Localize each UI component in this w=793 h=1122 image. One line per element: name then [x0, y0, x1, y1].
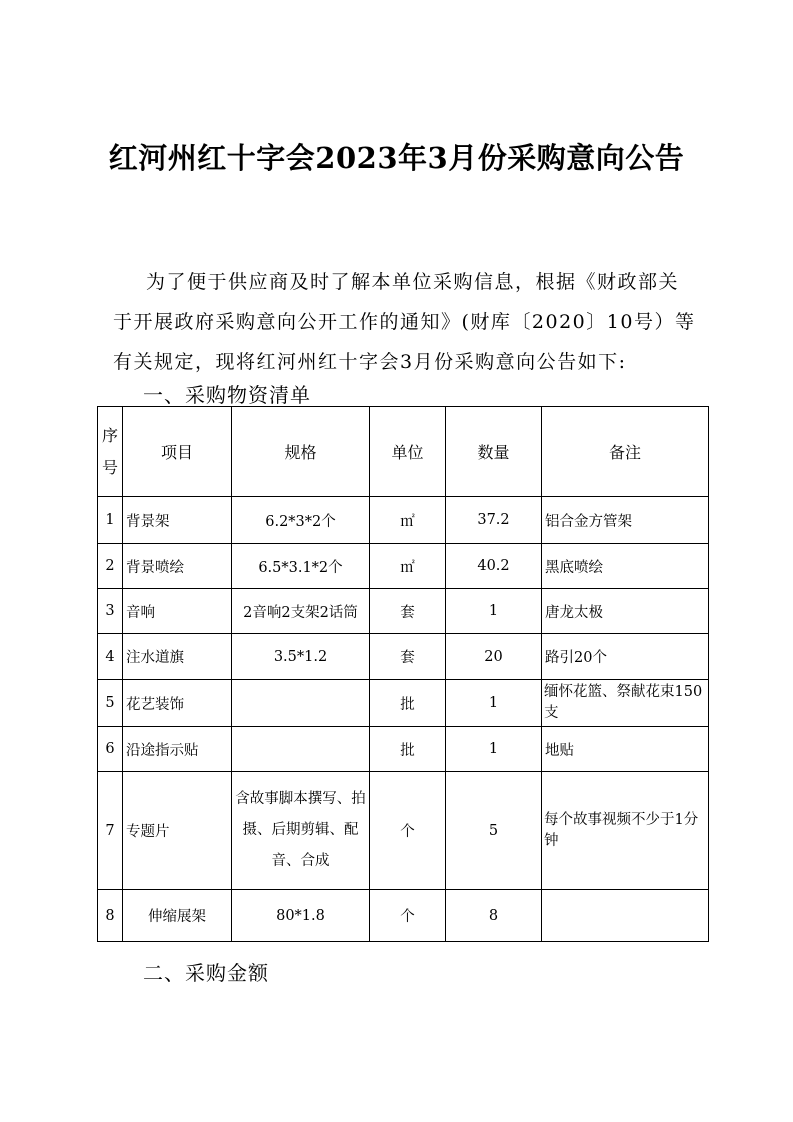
cell-unit: ㎡	[370, 497, 446, 544]
header-seq: 序 号	[98, 407, 123, 497]
cell-unit: 批	[370, 727, 446, 772]
section-heading-amount: 二、采购金额	[143, 961, 269, 985]
cell-note: 路引20个	[542, 634, 709, 680]
intro-text: 为了便于供应商及时了解本单位采购信息，根据《财政部关于开展政府采购意向公开工作的通知》(财库〔2020〕10号）等有关规定，现将红河州红十字会3月份采购意向公告如下:	[113, 271, 696, 373]
procurement-table	[97, 406, 709, 942]
cell-qty: 8	[446, 890, 542, 942]
cell-note: 缅怀花篮、祭献花束150支	[542, 680, 709, 727]
cell-note: 铝合金方管架	[542, 497, 709, 544]
cell-item: 背景架	[123, 497, 232, 544]
cell-spec: 80*1.8	[232, 890, 370, 942]
cell-spec: 6.2*3*2个	[232, 497, 370, 544]
header-unit: 单位	[370, 407, 446, 497]
cell-item: 沿途指示贴	[123, 727, 232, 772]
cell-note: 地贴	[542, 727, 709, 772]
cell-no: 6	[98, 727, 123, 772]
cell-item: 背景喷绘	[123, 544, 232, 589]
cell-qty: 1	[446, 589, 542, 634]
table-row	[98, 680, 709, 727]
cell-item: 专题片	[123, 772, 232, 890]
table-row	[98, 634, 709, 680]
cell-no: 2	[98, 544, 123, 589]
section-heading-materials: 一、采购物资清单	[143, 383, 311, 407]
intro-paragraph	[113, 262, 698, 382]
table-row	[98, 589, 709, 634]
table-row	[98, 727, 709, 772]
cell-item: 音响	[123, 589, 232, 634]
cell-qty: 1	[446, 727, 542, 772]
cell-no: 5	[98, 680, 123, 727]
cell-spec	[232, 727, 370, 772]
cell-unit: 个	[370, 890, 446, 942]
cell-spec: 3.5*1.2	[232, 634, 370, 680]
cell-no: 4	[98, 634, 123, 680]
cell-qty: 1	[446, 680, 542, 727]
cell-qty: 40.2	[446, 544, 542, 589]
table-row	[98, 772, 709, 890]
table-header-row	[98, 407, 709, 497]
cell-unit: ㎡	[370, 544, 446, 589]
cell-no: 3	[98, 589, 123, 634]
cell-spec	[232, 680, 370, 727]
header-qty: 数量	[446, 407, 542, 497]
cell-note	[542, 890, 709, 942]
table-row	[98, 544, 709, 589]
cell-note: 每个故事视频不少于1分钟	[542, 772, 709, 890]
cell-note: 唐龙太极	[542, 589, 709, 634]
cell-unit: 批	[370, 680, 446, 727]
table-row	[98, 890, 709, 942]
cell-no: 8	[98, 890, 123, 942]
cell-unit: 个	[370, 772, 446, 890]
cell-item: 花艺装饰	[123, 680, 232, 727]
cell-note: 黑底喷绘	[542, 544, 709, 589]
cell-no: 1	[98, 497, 123, 544]
cell-unit: 套	[370, 589, 446, 634]
cell-no: 7	[98, 772, 123, 890]
cell-qty: 37.2	[446, 497, 542, 544]
table-row	[98, 497, 709, 544]
header-note: 备注	[542, 407, 709, 497]
cell-item: 伸缩展架	[123, 890, 232, 942]
cell-item: 注水道旗	[123, 634, 232, 680]
cell-spec: 含故事脚本撰写、拍摄、后期剪辑、配音、合成	[232, 772, 370, 890]
page-title: 红河州红十字会2023年3月份采购意向公告	[108, 141, 685, 175]
header-item: 项目	[123, 407, 232, 497]
cell-qty: 5	[446, 772, 542, 890]
cell-unit: 套	[370, 634, 446, 680]
cell-spec: 2音响2支架2话筒	[232, 589, 370, 634]
cell-spec: 6.5*3.1*2个	[232, 544, 370, 589]
header-spec: 规格	[232, 407, 370, 497]
cell-qty: 20	[446, 634, 542, 680]
